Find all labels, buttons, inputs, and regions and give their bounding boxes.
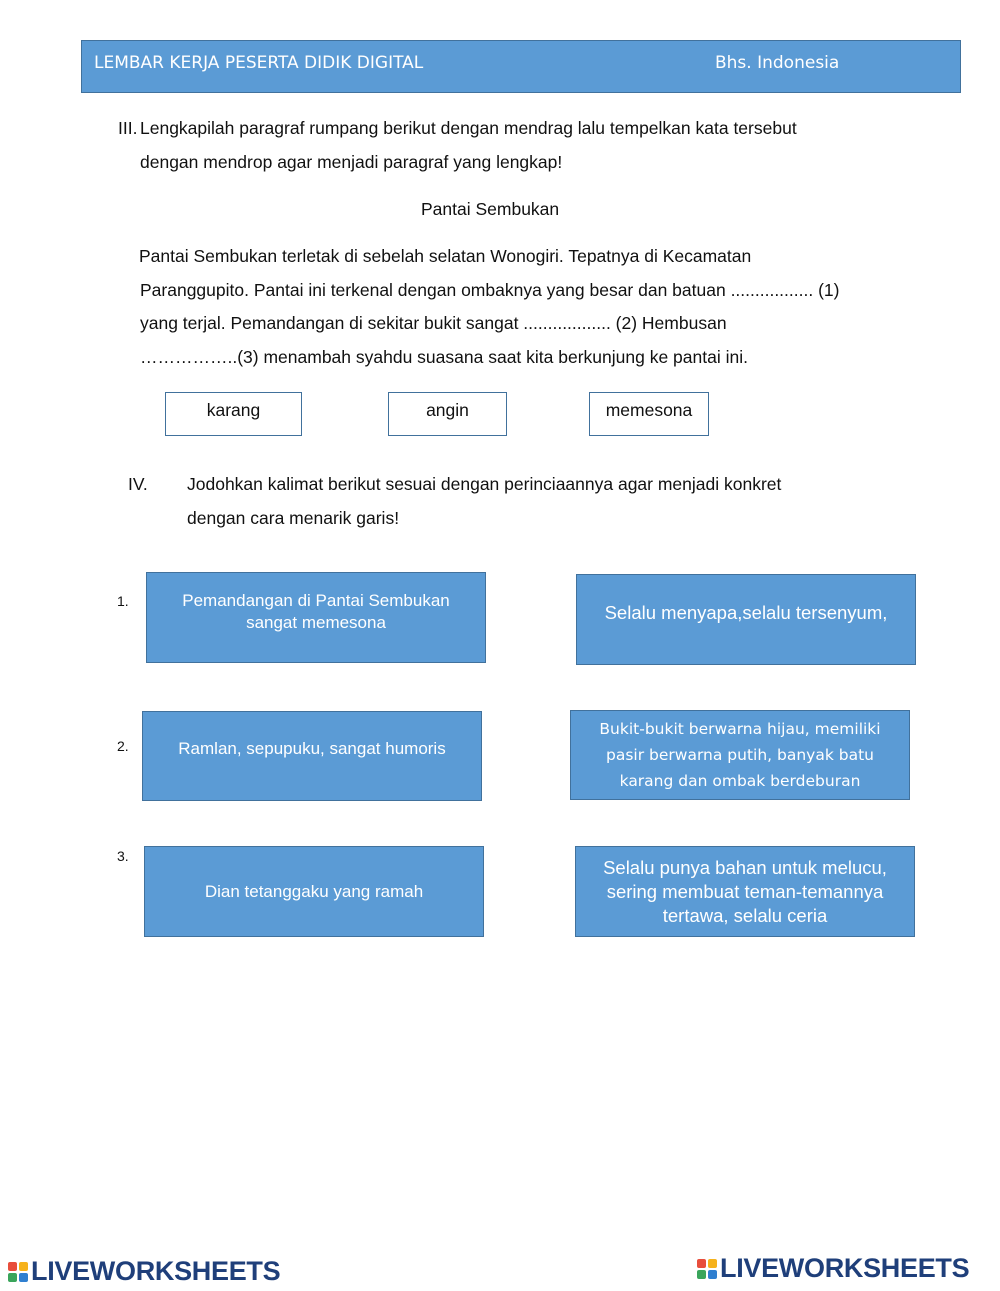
drag-word-memesona[interactable]: memesona bbox=[589, 392, 709, 436]
header-title: LEMBAR KERJA PESERTA DIDIK DIGITAL bbox=[94, 53, 424, 73]
match-right-3-line1: Selalu punya bahan untuk melucu, bbox=[603, 856, 887, 878]
section3-number: III. bbox=[118, 118, 138, 138]
match-left-3-line1: Dian tetanggaku yang ramah bbox=[204, 881, 424, 901]
liveworksheets-logo-right bbox=[697, 1253, 969, 1284]
match-right-3-line3: tertawa, selalu ceria bbox=[662, 904, 828, 926]
match-number-3: 3. bbox=[117, 848, 129, 864]
worksheet-header bbox=[81, 40, 961, 93]
logo-right-text: LIVEWORKSHEETS bbox=[720, 1253, 970, 1283]
match-left-1[interactable] bbox=[146, 572, 486, 663]
passage-line-3: yang terjal. Pemandangan di sekitar bukit sangat .................. (2) Hembusan bbox=[140, 313, 727, 333]
match-right-2[interactable] bbox=[570, 710, 910, 800]
section4-instruction-line1: Jodohkan kalimat berikut sesuai dengan perinciaannya agar menjadi konkret bbox=[187, 474, 782, 494]
passage-line-4: ……………..(3) menambah syahdu suasana saat kita berkunjung ke pantai ini. bbox=[140, 347, 748, 367]
section3-instruction-line1: Lengkapilah paragraf rumpang berikut dengan mendrag lalu tempelkan kata tersebut bbox=[140, 118, 797, 138]
passage-line-2: Paranggupito. Pantai ini terkenal dengan ombaknya yang besar dan batuan ................. (1) bbox=[140, 280, 840, 300]
section4-instruction-line2: dengan cara menarik garis! bbox=[187, 508, 400, 528]
match-right-1-line1: Selalu menyapa,selalu tersenyum, bbox=[604, 602, 888, 623]
match-right-2-line3: karang dan ombak berdeburan bbox=[619, 772, 861, 790]
passage-line-1: Pantai Sembukan terletak di sebelah selatan Wonogiri. Tepatnya di Kecamatan bbox=[139, 246, 752, 266]
match-right-1[interactable] bbox=[576, 574, 916, 665]
logo-left-text: LIVEWORKSHEETS bbox=[31, 1256, 281, 1286]
section4-number: IV. bbox=[128, 474, 148, 494]
match-number-2: 2. bbox=[117, 738, 129, 754]
header-subject: Bhs. Indonesia bbox=[715, 53, 840, 73]
match-right-3[interactable] bbox=[575, 846, 915, 937]
section3-instruction-line2: dengan mendrop agar menjadi paragraf yang lengkap! bbox=[140, 152, 563, 172]
match-left-1-line1: Pemandangan di Pantai Sembukan bbox=[182, 591, 450, 610]
drag-word-angin[interactable]: angin bbox=[388, 392, 507, 436]
match-right-2-line2: pasir berwarna putih, banyak batu bbox=[606, 746, 874, 764]
liveworksheets-logo-left bbox=[8, 1256, 280, 1287]
match-left-3[interactable] bbox=[144, 846, 484, 937]
drag-word-karang[interactable]: karang bbox=[165, 392, 302, 436]
match-left-1-line2: sangat memesona bbox=[246, 613, 386, 632]
match-right-2-line1: Bukit-bukit berwarna hijau, memiliki bbox=[599, 720, 881, 738]
match-number-1: 1. bbox=[117, 593, 129, 609]
passage-title: Pantai Sembukan bbox=[421, 199, 560, 219]
liveworksheets-mark-icon bbox=[697, 1259, 717, 1279]
match-left-2[interactable] bbox=[142, 711, 482, 801]
match-right-3-line2: sering membuat teman-temannya bbox=[606, 880, 884, 902]
liveworksheets-mark-icon bbox=[8, 1262, 28, 1282]
match-left-2-line1: Ramlan, sepupuku, sangat humoris bbox=[178, 739, 446, 758]
